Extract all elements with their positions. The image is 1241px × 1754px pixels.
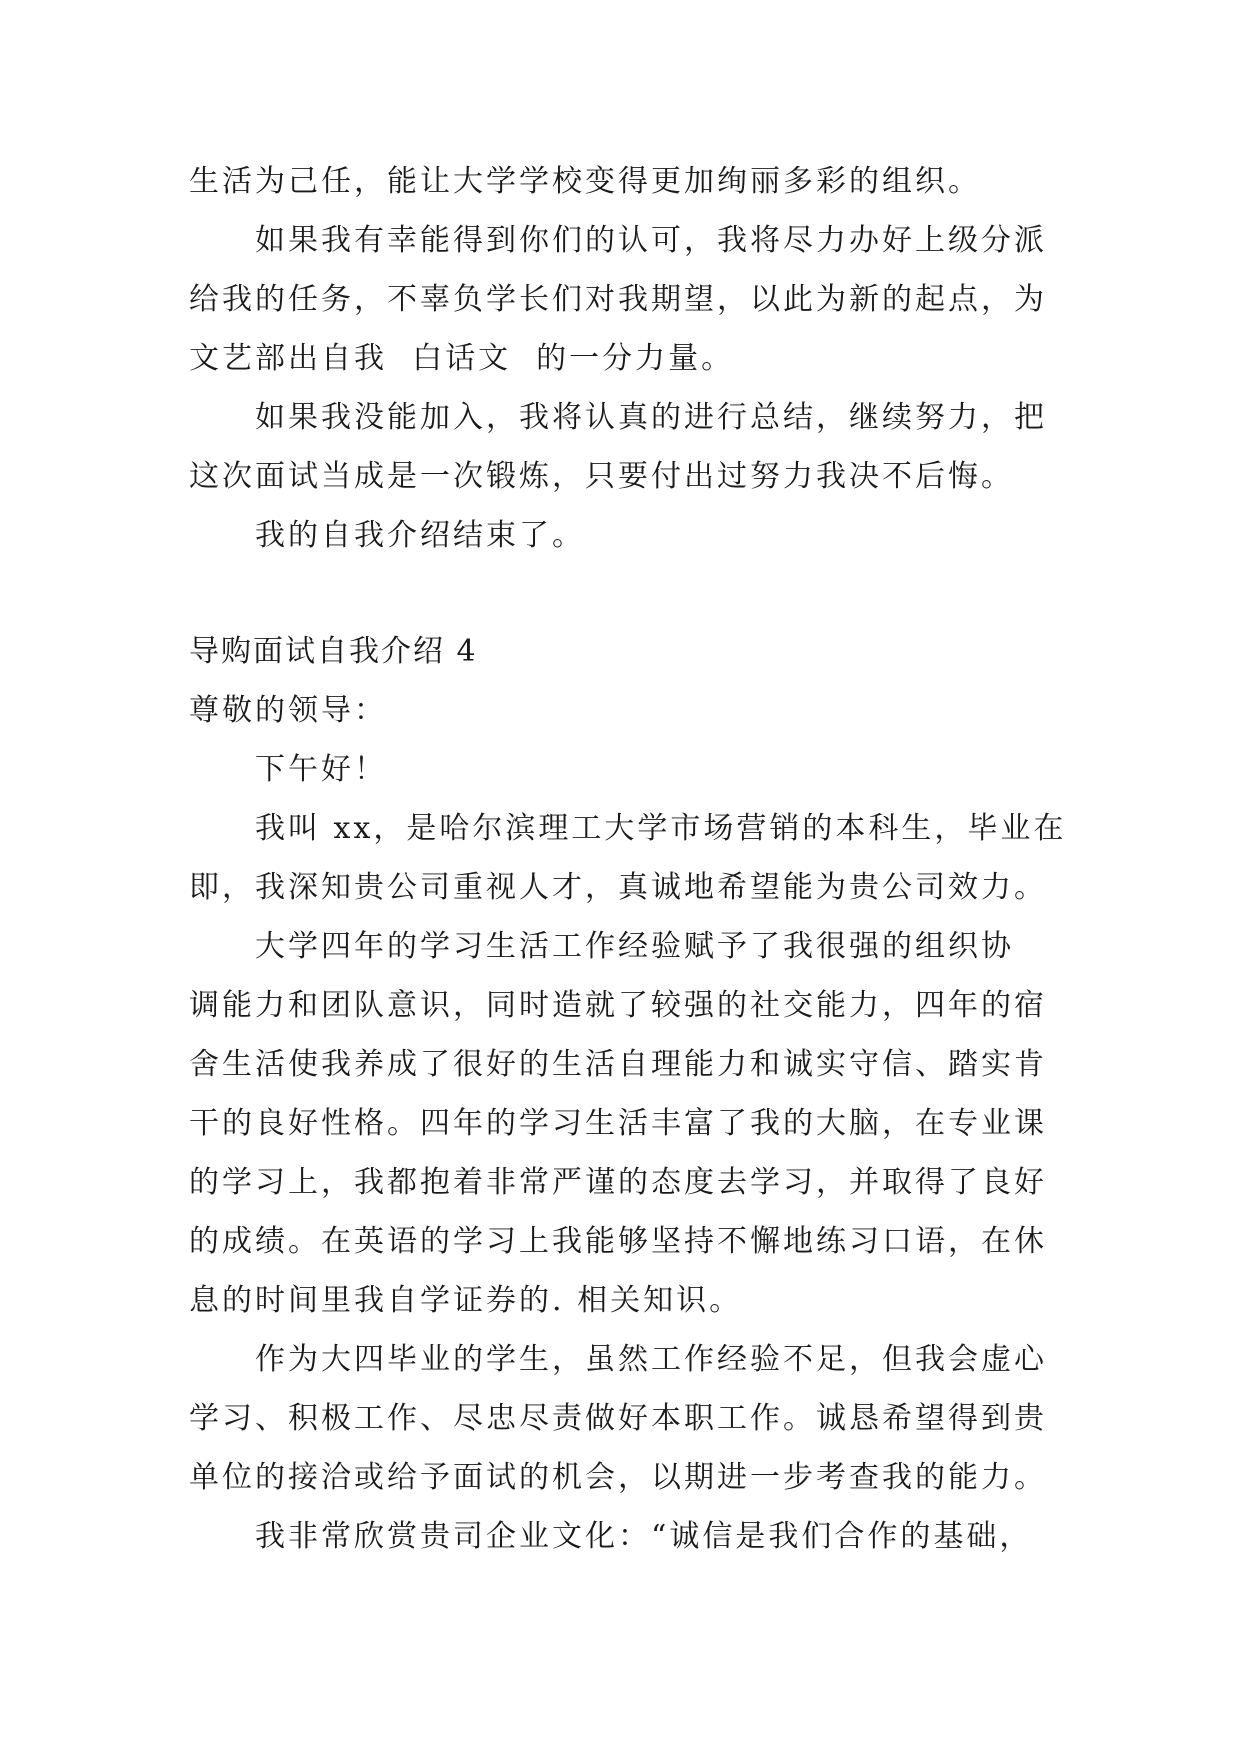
paragraph-line: 如果我没能加入，我将认真的进行总结，继续努力，把 bbox=[255, 400, 1047, 435]
paragraph-line: 作为大四毕业的学生，虽然工作经验不足，但我会虚心 bbox=[255, 1342, 1047, 1377]
paragraph-line: 我非常欣赏贵司企业文化：“诚信是我们合作的基础， bbox=[255, 1519, 1033, 1554]
paragraph-line: 的学习上，我都抱着非常严谨的态度去学习，并取得了良好 bbox=[189, 1165, 1047, 1200]
document-body bbox=[189, 152, 1067, 1566]
section-title: 导购面试自我介绍 4 bbox=[189, 634, 478, 669]
paragraph-line: 舍生活使我养成了很好的生活自理能力和诚实守信、踏实肯 bbox=[189, 1047, 1047, 1082]
paragraph-line: 生活为己任，能让大学学校变得更加绚丽多彩的组织。 bbox=[189, 164, 981, 199]
paragraph-line: 我的自我介绍结束了。 bbox=[255, 518, 585, 553]
paragraph-line: 大学四年的学习生活工作经验赋予了我很强的组织协 bbox=[255, 929, 1014, 964]
paragraph-line: 干的良好性格。四年的学习生活丰富了我的大脑，在专业课 bbox=[189, 1106, 1047, 1141]
paragraph-line: 如果我有幸能得到你们的认可，我将尽力办好上级分派 bbox=[255, 223, 1047, 258]
paragraph-line: 这次面试当成是一次锻炼，只要付出过努力我决不后悔。 bbox=[189, 459, 1014, 494]
paragraph-line: 即，我深知贵公司重视人才，真诚地希望能为贵公司效力。 bbox=[189, 870, 1047, 905]
section-spacer bbox=[189, 565, 1049, 622]
salutation-line: 尊敬的领导： bbox=[189, 693, 387, 728]
paragraph-line: 给我的任务，不辜负学长们对我期望，以此为新的起点，为 bbox=[189, 282, 1047, 317]
greeting-line: 下午好！ bbox=[255, 752, 387, 787]
paragraph-line: 学习、积极工作、尽忠尽责做好本职工作。诚恳希望得到贵 bbox=[189, 1401, 1047, 1436]
paragraph-line: 的成绩。在英语的学习上我能够坚持不懈地练习口语，在休 bbox=[189, 1224, 1047, 1259]
paragraph-line: 文艺部出自我 白话文 的一分力量。 bbox=[189, 341, 735, 376]
paragraph-line: 息的时间里我自学证券的. 相关知识。 bbox=[189, 1283, 743, 1318]
paragraph-line: 调能力和团队意识，同时造就了较强的社交能力，四年的宿 bbox=[189, 988, 1047, 1023]
paragraph-line: 我叫 xx，是哈尔滨理工大学市场营销的本科生，毕业在 bbox=[255, 811, 1067, 846]
paragraph-line: 单位的接洽或给予面试的机会，以期进一步考查我的能力。 bbox=[189, 1460, 1047, 1495]
